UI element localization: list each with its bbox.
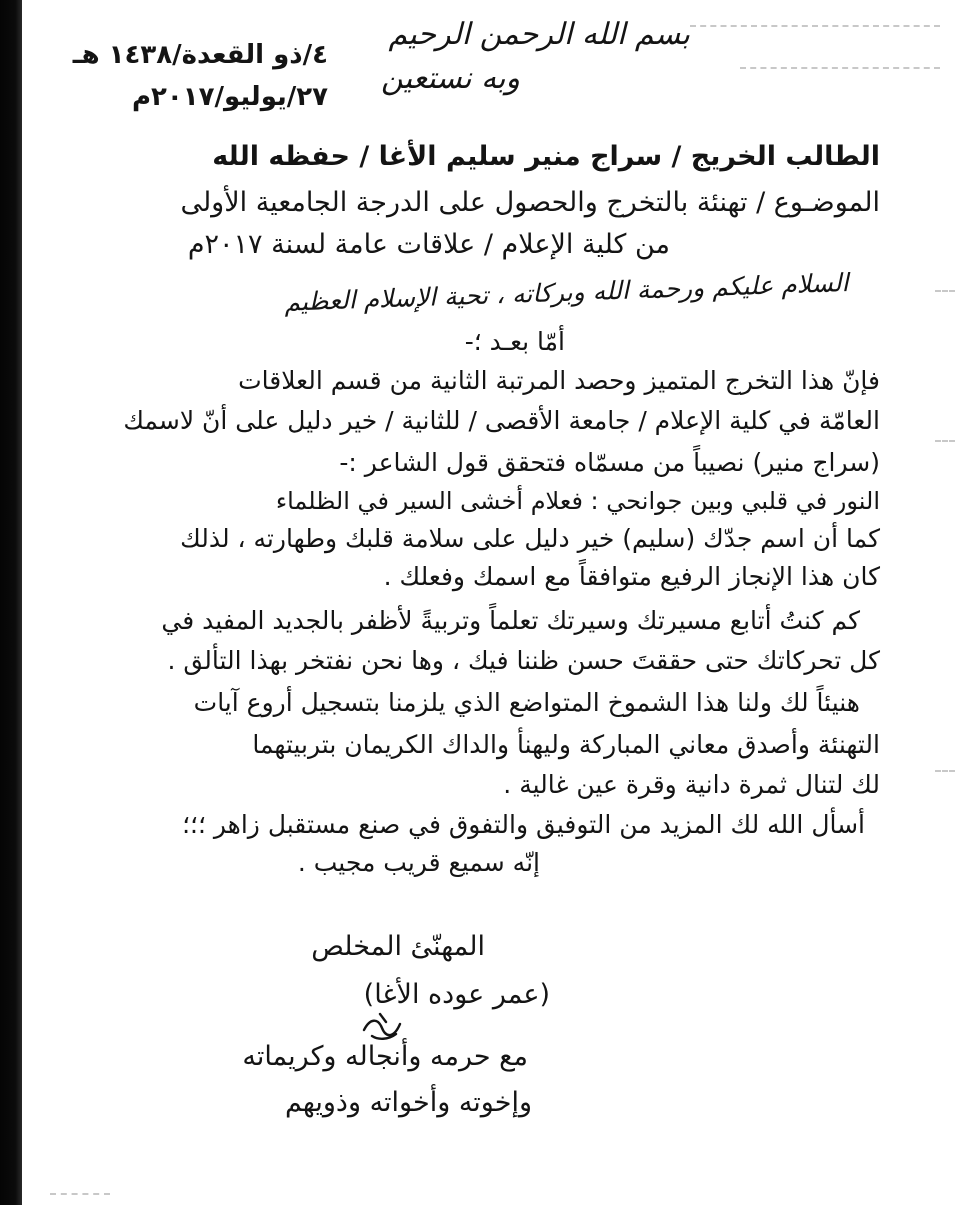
paragraph-5-line-2: إنّه سميع قريب مجيب . — [297, 848, 540, 877]
scan-artifact-line — [740, 67, 940, 69]
basmala-2: وبه نستعين — [381, 61, 520, 96]
paragraph-4-line-2: التهنئة وأصدق معاني المباركة وليهنأ والداك الكريمان بتربيتهما — [252, 730, 880, 759]
paragraph-3-line-2: كل تحركاتك حتى حققتَ حسن ظننا فيك ، وها نحن نفتخر بهذا التألق . — [167, 646, 880, 675]
greeting-line: السلام عليكم ورحمة الله وبركاته ، تحية الإسلام العظيم — [283, 268, 849, 317]
signature-initials-icon — [360, 1010, 410, 1044]
subject-line-1: الموضـوع / تهنئة بالتخرج والحصول على الدرجة الجامعية الأولى — [180, 187, 880, 218]
paragraph-1-line-3: (سراج منير) نصيباً من مسمّاه فتحقق قول الشاعر :- — [339, 448, 880, 477]
scan-artifact-line — [935, 440, 955, 442]
poem-verse: النور في قلبي وبين جوانحي : فعلام أخشى السير في الظلماء — [275, 487, 880, 515]
family-line-2: وإخوته وأخواته وذويهم — [284, 1087, 532, 1118]
scan-edge-shadow — [0, 0, 22, 1205]
recipient-line: الطالب الخريج / سراج منير سليم الأغا / حفظه الله — [212, 141, 880, 172]
hijri-date: ٤/ذو القعدة/١٤٣٨ هـ — [72, 40, 328, 70]
paragraph-2-line-1: كما أن اسم جدّك (سليم) خير دليل على سلامة قلبك وطهارته ، لذلك — [180, 524, 880, 553]
family-line-1: مع حرمه وأنجاله وكريماته — [242, 1041, 528, 1072]
scan-artifact-line — [690, 25, 940, 27]
paragraph-5-line-1: أسأل الله لك المزيد من التوفيق والتفوق في صنع مستقبل زاهر ؛؛؛ — [182, 810, 865, 839]
paragraph-4-line-1: هنيئاً لك ولنا هذا الشموخ المتواضع الذي يلزمنا بتسجيل أروع آيات — [193, 688, 860, 717]
closing-phrase: المهنّئ المخلص — [311, 931, 485, 962]
paragraph-3-line-1: كم كنتُ أتابع مسيرتك وسيرتك تعلماً وتربيةً لأظفر بالجديد المفيد في — [161, 606, 860, 635]
scan-artifact-line — [50, 1193, 110, 1195]
basmala: بسم الله الرحمن الرحيم — [388, 17, 690, 52]
paragraph-2-line-2: كان هذا الإنجاز الرفيع متوافقاً مع اسمك وفعلك . — [383, 562, 880, 591]
signer-name: (عمر عوده الأغا) — [363, 979, 550, 1010]
paragraph-4-line-3: لك لتنال ثمرة دانية وقرة عين غالية . — [503, 770, 880, 799]
subject-line-2: من كلية الإعلام / علاقات عامة لسنة ٢٠١٧م — [187, 229, 670, 260]
paragraph-1-line-1: فإنّ هذا التخرج المتميز وحصد المرتبة الثانية من قسم العلاقات — [238, 366, 880, 395]
scan-artifact-line — [935, 770, 955, 772]
paragraph-1-line-2: العامّة في كلية الإعلام / جامعة الأقصى / للثانية / خير دليل على أنّ لاسمك — [123, 406, 880, 435]
greeting-amma-baad: أمّا بعـد ؛- — [464, 327, 565, 356]
scan-artifact-line — [935, 290, 955, 292]
gregorian-date: ٢٧/يوليو/٢٠١٧م — [131, 82, 328, 112]
